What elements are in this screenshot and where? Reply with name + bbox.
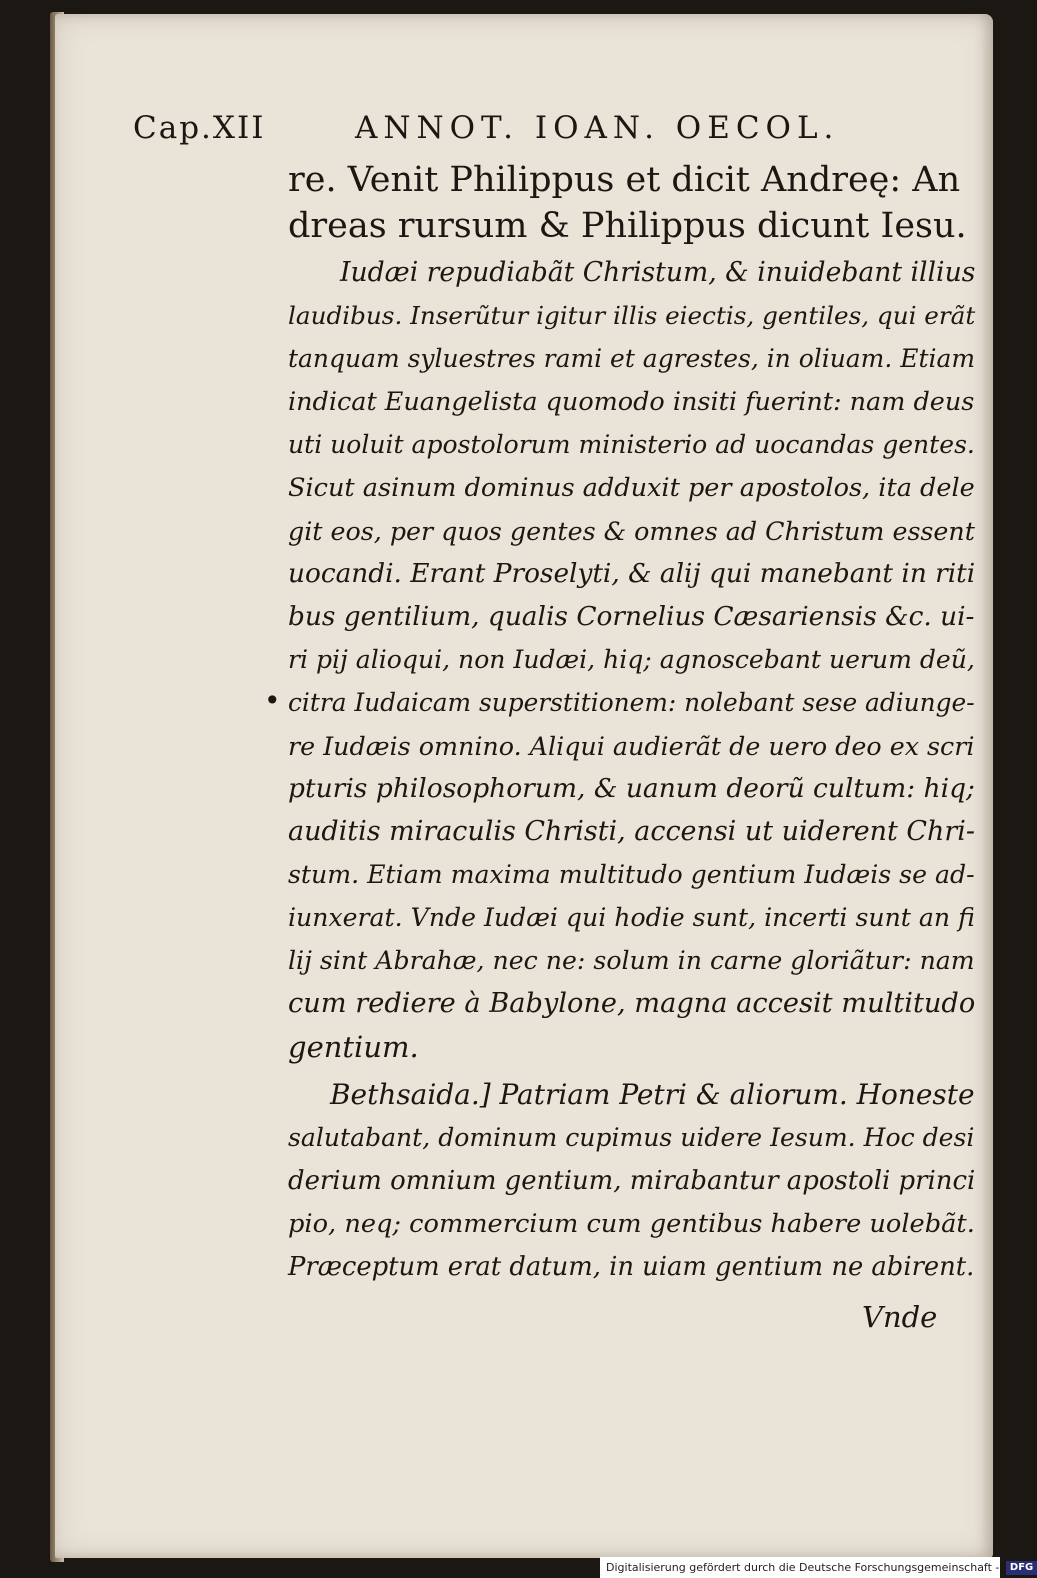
commentary-line: stum. Etiam maxima multitudo gentium Iudæis se ad-	[288, 860, 975, 889]
commentary-line: laudibus. Inserũtur igitur illis eiectis, gentiles, qui erãt	[288, 301, 976, 330]
caption-line: dreas rursum & Philippus dicunt Iesu.	[288, 206, 967, 246]
commentary-line: bus gentilium, qualis Cornelius Cæsariensis &c. ui-	[288, 602, 975, 632]
commentary-line: citra Iudaicam superstitionem: nolebant sese adiunge-	[288, 688, 975, 717]
dfg-logo-icon: DFG	[1006, 1561, 1037, 1575]
dfg-footer	[600, 1557, 1034, 1578]
caption-line: re. Venit Philippus et dicit Andreę: An	[288, 160, 961, 200]
commentary-line: pio, neq; commercium cum gentibus habere uolebãt.	[288, 1209, 975, 1239]
commentary-line: Sicut asinum dominus adduxit per apostolos, ita dele	[288, 473, 975, 503]
commentary-line: salutabant, dominum cupimus uidere Iesum. Hoc desi	[288, 1123, 975, 1152]
commentary-line: lij sint Abrahæ, nec ne: solum in carne gloriãtur: nam	[288, 946, 975, 975]
commentary-line: auditis miraculis Christi, accensi ut uiderent Chri-	[288, 816, 976, 847]
commentary-line: re Iudæis omnino. Aliqui audierãt de uero deo ex scri	[288, 731, 975, 761]
commentary-line: tanquam syluestres rami et agrestes, in oliuam. Etiam	[288, 344, 976, 373]
commentary-line: gentium.	[288, 1030, 419, 1064]
commentary-line: cum rediere à Babylone, magna accesit multitudo	[288, 988, 976, 1019]
commentary-line: Bethsaida.] Patriam Petri & aliorum. Honeste	[330, 1078, 975, 1111]
commentary-line: derium omnium gentium, mirabantur apostoli princi	[288, 1166, 976, 1196]
commentary-line: indicat Euangelista quomodo insiti fuerint: nam deus	[288, 387, 975, 417]
running-title: ANNOT. IOAN. OECOL.	[355, 110, 840, 146]
chapter-heading: Cap.XII	[133, 110, 266, 146]
commentary-line: uti uoluit apostolorum ministerio ad uocandas gentes.	[288, 430, 975, 459]
commentary-line: pturis philosophorum, & uanum deorũ cultum: hiq;	[288, 773, 975, 804]
footer-text: Digitalisierung gefördert durch die Deutsche Forschungsgemeinschaft -	[606, 1561, 1000, 1574]
marginal-mark: •	[264, 684, 281, 717]
catchword: Vnde	[862, 1300, 938, 1334]
commentary-line: iunxerat. Vnde Iudæi qui hodie sunt, incerti sunt an fi	[288, 903, 975, 932]
commentary-line: Præceptum erat datum, in uiam gentium ne abirent.	[288, 1252, 975, 1282]
commentary-line: ri pij alioqui, non Iudæi, hiq; agnoscebant uerum deũ,	[288, 645, 975, 674]
commentary-line: uocandi. Erant Proselyti, & alij qui manebant in riti	[288, 559, 976, 589]
commentary-line: git eos, per quos gentes & omnes ad Christum essent	[288, 516, 975, 546]
commentary-line: Iudæi repudiabãt Christum, & inuidebant illius	[340, 257, 976, 288]
